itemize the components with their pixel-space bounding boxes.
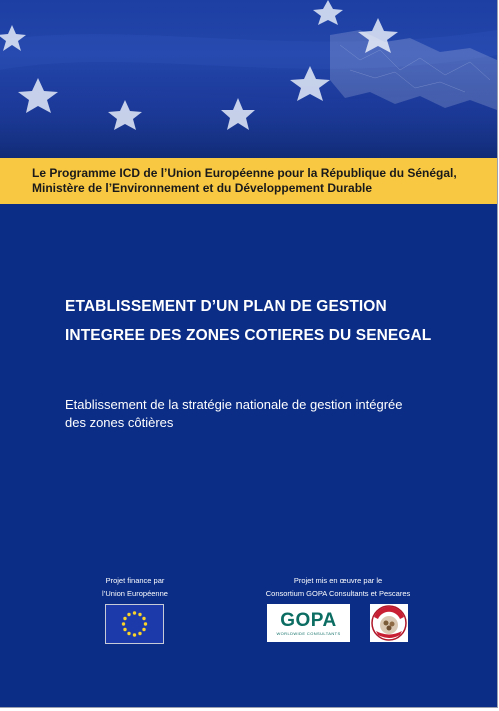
implementation-line-2: Consortium GOPA Consultants et Pescares: [265, 589, 411, 598]
fabric-fold: [0, 88, 497, 158]
document-subtitle: [65, 396, 485, 432]
funding-line-1: Projet finance par: [105, 576, 165, 585]
banner-star-icon: [290, 66, 330, 101]
implementation-caption: [238, 574, 438, 600]
pescares-logo: [370, 604, 408, 642]
eu-stars-icon: [106, 605, 163, 643]
funding-line-2: l’Union Européenne: [102, 589, 168, 598]
implementation-line-1: Projet mis en œuvre par le: [293, 576, 383, 585]
gopa-logo-name: GOPA: [280, 610, 337, 631]
pescares-emblem-icon: [370, 604, 408, 642]
program-line-2: Ministère de l’Environnement et du Développement Durable: [32, 181, 373, 195]
eu-flag-logo: [105, 604, 164, 644]
program-heading: [32, 166, 482, 196]
title-line-2: INTEGREE DES ZONES COTIERES DU SENEGAL: [65, 327, 432, 344]
title-line-1: ETABLISSEMENT D’UN PLAN DE GESTION: [65, 298, 387, 315]
subtitle-line-1: Etablissement de la stratégie nationale de gestion intégrée: [65, 397, 403, 412]
eu-flag-banner: [0, 0, 497, 158]
gopa-logo-tagline: WORLDWIDE CONSULTANTS: [276, 631, 341, 636]
document-title: [65, 292, 485, 350]
program-line-1: Le Programme ICD de l’Union Européenne pour la République du Sénégal,: [32, 166, 457, 180]
gopa-logo: [267, 604, 350, 642]
banner-graphic: [0, 0, 497, 158]
banner-star-icon: [313, 0, 343, 25]
funding-caption: [80, 574, 190, 600]
subtitle-line-2: des zones côtières: [65, 415, 174, 430]
